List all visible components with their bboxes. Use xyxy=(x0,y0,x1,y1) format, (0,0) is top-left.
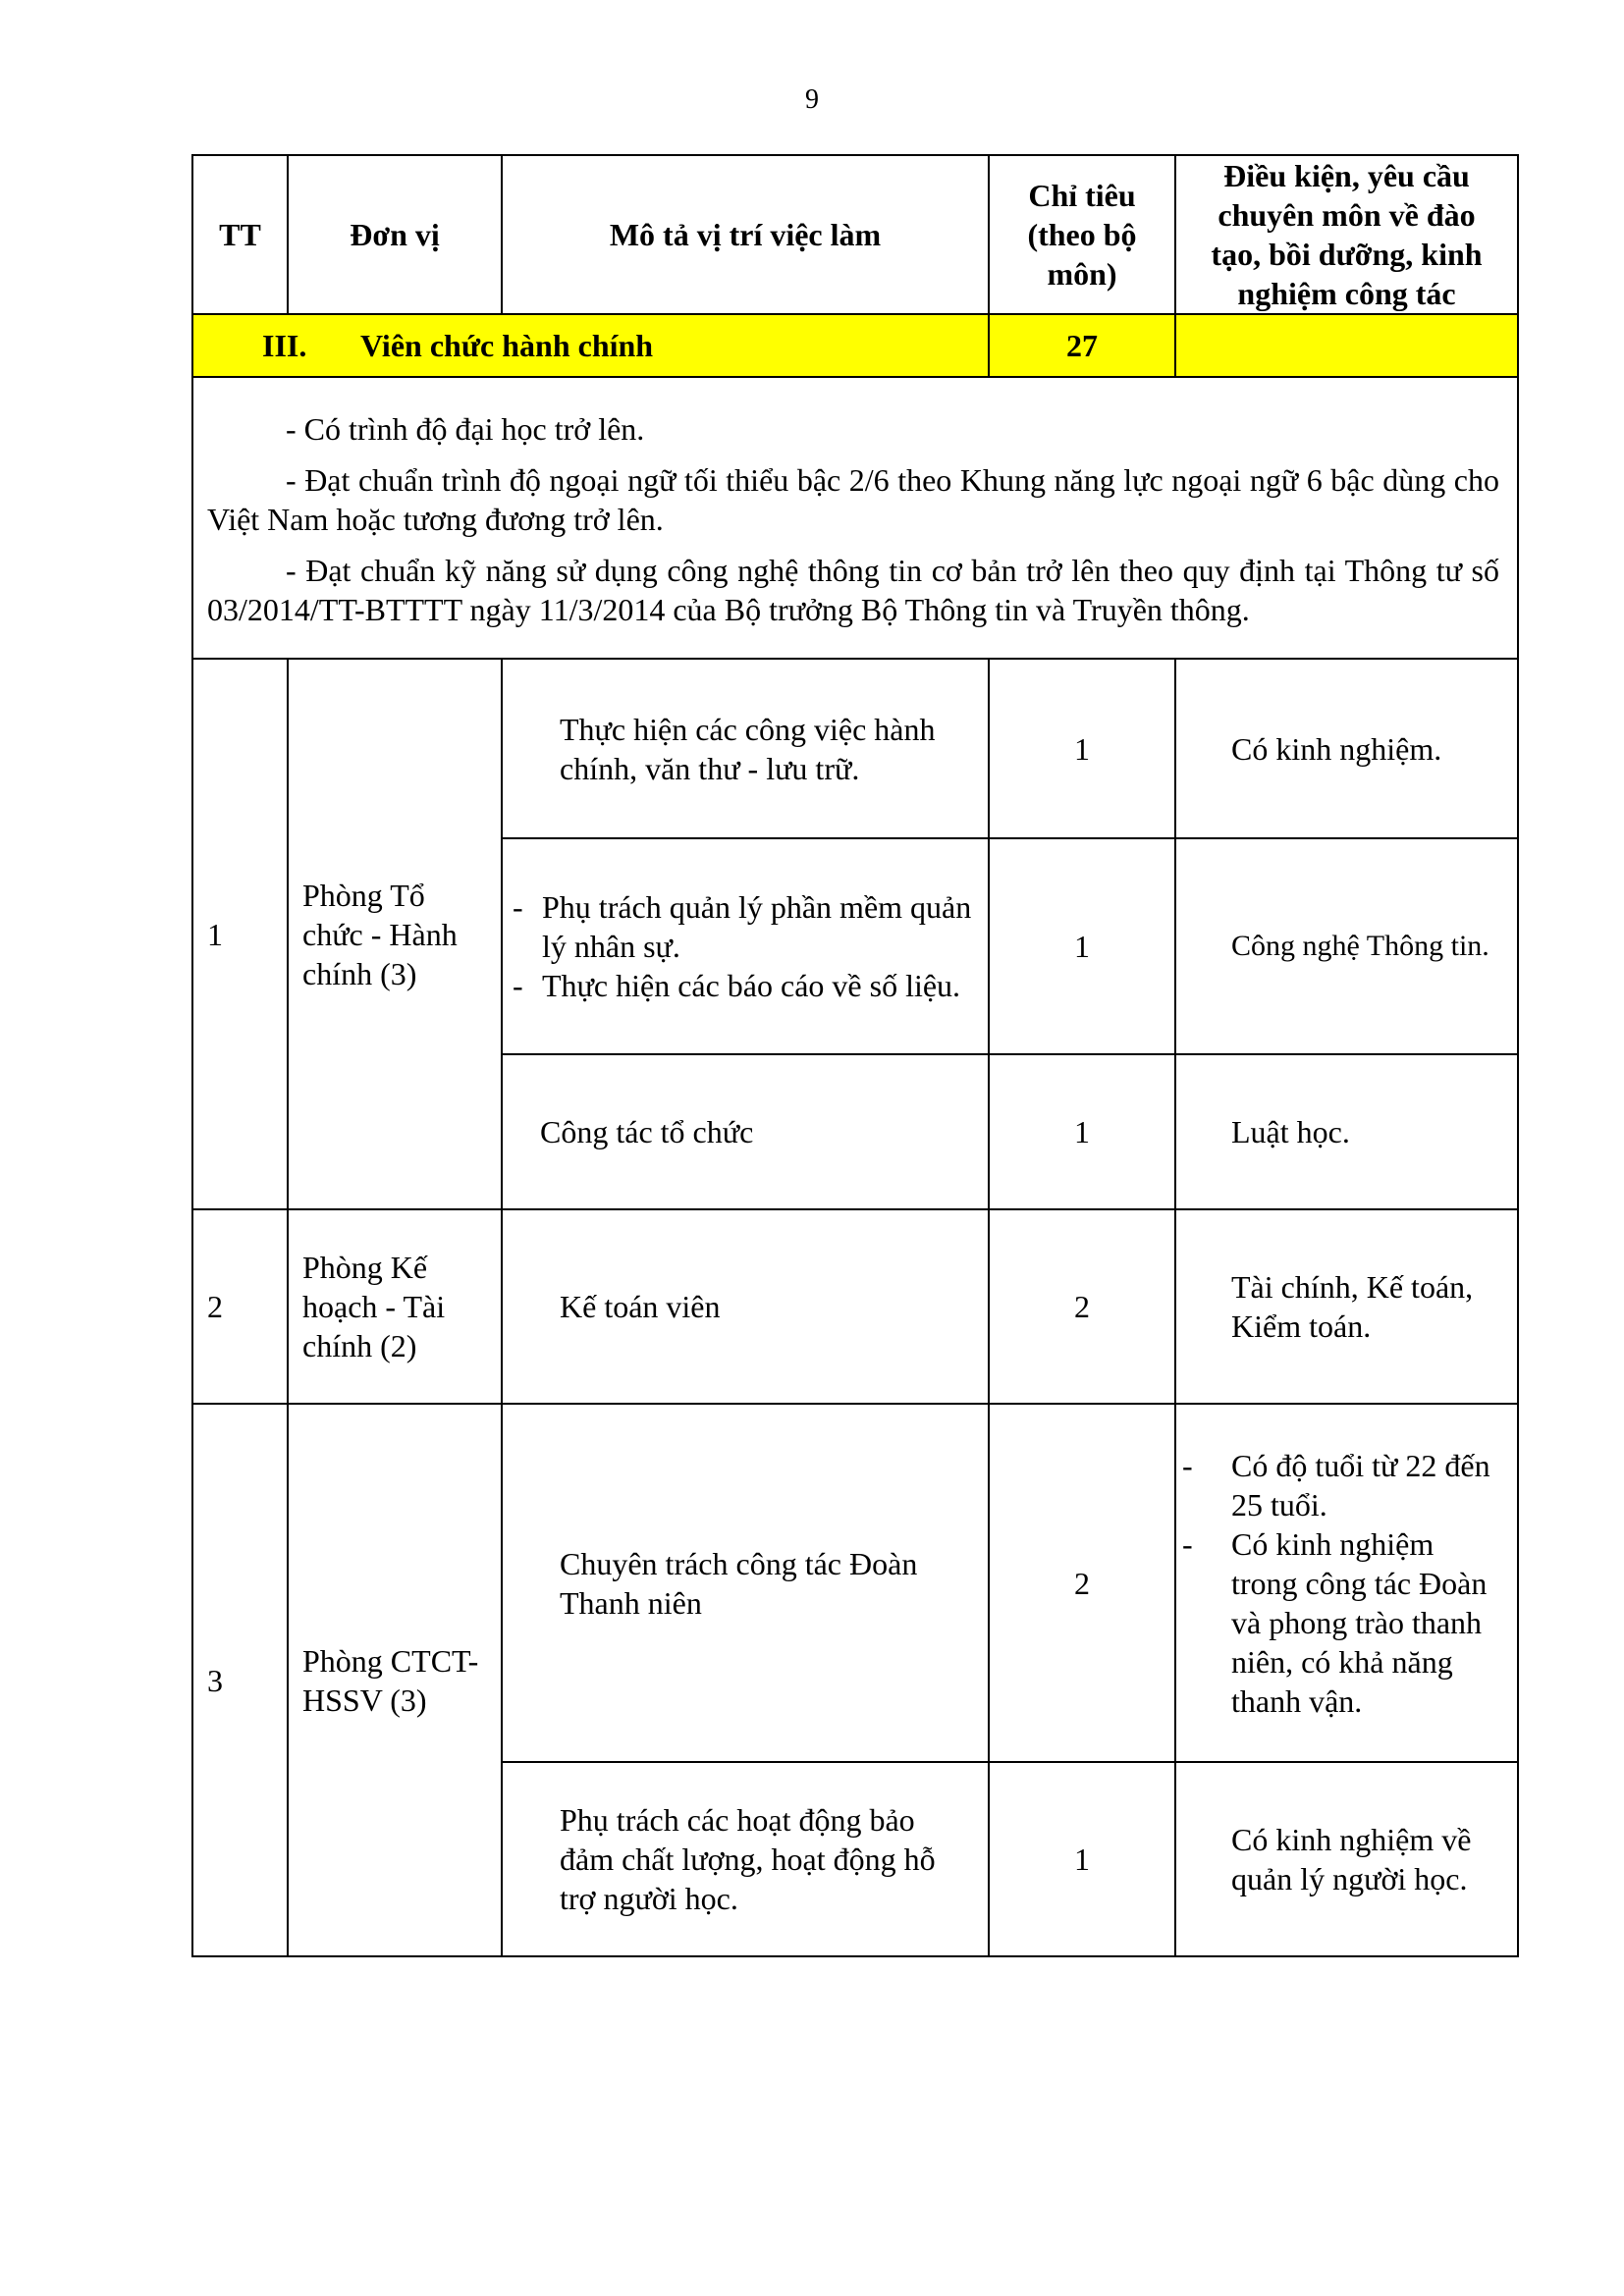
table-row xyxy=(192,1404,1518,1762)
header-requirements: Điều kiện, yêu cầu chuyên môn về đào tạo, bồi dưỡng, kinh nghiệm công tác xyxy=(1175,155,1518,314)
section-quota: 27 xyxy=(989,314,1175,377)
unit-1-position-2-quota: 1 xyxy=(989,838,1175,1054)
unit-1-name: Phòng Tổ chức - Hành chính (3) xyxy=(288,659,502,1209)
list-item: - Có kinh nghiệm trong công tác Đoàn và phong trào thanh niên, có khả năng thanh vận. xyxy=(1182,1524,1503,1721)
header-quota: Chỉ tiêu (theo bộ môn) xyxy=(989,155,1175,314)
unit-2-position-1-cond: Tài chính, Kế toán, Kiểm toán. xyxy=(1175,1209,1518,1404)
general-requirements-cell xyxy=(192,377,1518,659)
section-title-cell xyxy=(192,314,989,377)
page-number: 9 xyxy=(805,84,819,115)
unit-2-position-1-quota: 2 xyxy=(989,1209,1175,1404)
recruitment-table xyxy=(191,154,1519,1957)
unit-1-position-1-cond: Có kinh nghiệm. xyxy=(1175,659,1518,838)
unit-2-position-1-desc: Kế toán viên xyxy=(502,1209,989,1404)
unit-2-name: Phòng Kế hoạch - Tài chính (2) xyxy=(288,1209,502,1404)
header-description: Mô tả vị trí việc làm xyxy=(502,155,989,314)
unit-3-tt: 3 xyxy=(192,1404,288,1956)
unit-1-position-3-cond: Luật học. xyxy=(1175,1054,1518,1209)
general-requirement-1: - Có trình độ đại học trở lên. xyxy=(286,410,645,447)
general-requirement-2: - Đạt chuẩn trình độ ngoại ngữ tối thiểu bậc 2/6 theo Khung năng lực ngoại ngữ 6 bậc dùng cho Việt Nam hoặc tương đương trở lên. xyxy=(207,461,1499,537)
section-roman: III. xyxy=(262,328,307,363)
section-empty-cell xyxy=(1175,314,1518,377)
unit-3-position-2-cond: Có kinh nghiệm về quản lý người học. xyxy=(1175,1762,1518,1956)
unit-2-tt: 2 xyxy=(192,1209,288,1404)
unit-3-position-1-quota: 2 xyxy=(989,1404,1175,1762)
unit-3-position-2-quota: 1 xyxy=(989,1762,1175,1956)
unit-3-position-1-desc: Chuyên trách công tác Đoàn Thanh niên xyxy=(502,1404,989,1762)
table-row xyxy=(192,659,1518,838)
general-requirement-3: - Đạt chuẩn kỹ năng sử dụng công nghệ thông tin cơ bản trở lên theo quy định tại Thông tư số 03/2014/TT-BTTTT ngày 11/3/2014 của Bộ trưởng Bộ Thông tin và Truyền thông. xyxy=(207,552,1499,627)
unit-3-position-2-desc: Phụ trách các hoạt động bảo đảm chất lượng, hoạt động hỗ trợ người học. xyxy=(502,1762,989,1956)
list-item: - Thực hiện các báo cáo về số liệu. xyxy=(513,966,974,1005)
unit-1-position-1-quota: 1 xyxy=(989,659,1175,838)
unit-1-position-2-desc xyxy=(502,838,989,1054)
unit-1-position-3-desc: Công tác tổ chức xyxy=(502,1054,989,1209)
unit-1-position-1-desc: Thực hiện các công việc hành chính, văn thư - lưu trữ. xyxy=(502,659,989,838)
general-requirements-row xyxy=(192,377,1518,659)
unit-1-tt: 1 xyxy=(192,659,288,1209)
list-item: - Phụ trách quản lý phần mềm quản lý nhân sự. xyxy=(513,887,974,966)
table-header-row xyxy=(192,155,1518,314)
unit-1-position-2-cond: Công nghệ Thông tin. xyxy=(1175,838,1518,1054)
unit-3-name: Phòng CTCT-HSSV (3) xyxy=(288,1404,502,1956)
list-item: - Có độ tuổi từ 22 đến 25 tuổi. xyxy=(1182,1446,1503,1524)
header-unit: Đơn vị xyxy=(288,155,502,314)
table-row xyxy=(192,1209,1518,1404)
header-tt: TT xyxy=(192,155,288,314)
section-title: Viên chức hành chính xyxy=(360,328,654,363)
section-row xyxy=(192,314,1518,377)
unit-1-position-3-quota: 1 xyxy=(989,1054,1175,1209)
unit-3-position-1-cond xyxy=(1175,1404,1518,1762)
